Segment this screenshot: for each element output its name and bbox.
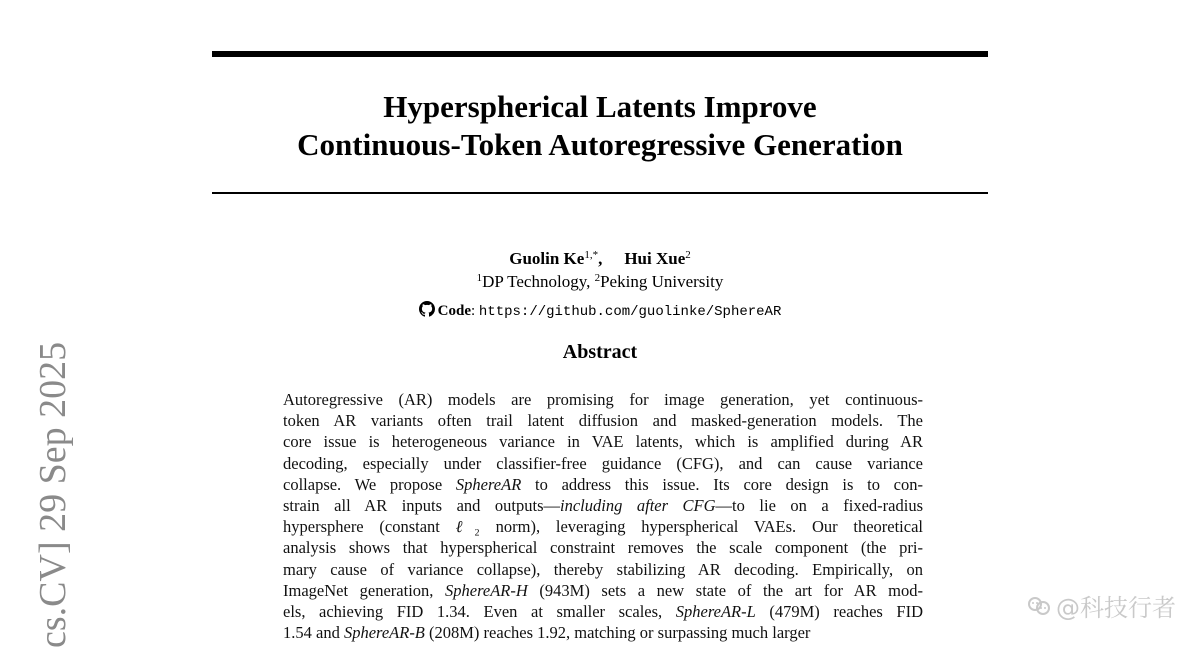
code-colon: : [470,303,476,319]
abstract-line: token AR variants often trail latent diffusion and masked-generation models. The [283,411,923,431]
abstract-heading: Abstract [562,341,638,363]
affiliations [212,271,988,293]
author-name: Guolin Ke [509,249,585,268]
abstract-line: ImageNet generation, SphereAR-H (943M) sets a new state of the art for AR mod- [283,580,924,600]
abstract-emphasis: including after CFG [560,496,716,516]
watermark [1026,588,1176,623]
title-bottom-rule [212,192,988,194]
abstract-body [283,389,923,643]
abstract-line: analysis shows that hyperspherical constraint removes the scale component (the pri- [283,538,923,558]
affiliation-mark: 1 [476,272,483,284]
author-list [212,248,988,270]
abstract-line: collapse. We propose SphereAR to address this issue. Its core design is to con- [283,474,923,494]
abstract-line: els, achieving FID 1.34. Even at smaller scales, SphereAR-L (479M) reaches FID [283,602,924,622]
watermark-text: @科技行者 [1056,594,1176,622]
abstract-line: core issue is heterogeneous variance in VAE latents, which is amplified during AR [283,432,923,452]
paper-title-line-1: Hyperspherical Latents Improve [383,89,817,124]
author-affiliation-mark: 2 [685,249,691,261]
arxiv-side-stamp: cs.CV] 29 Sep 2025 [32,341,74,648]
abstract-line: decoding, especially under classifier-free guidance (CFG), and can cause variance [283,453,923,473]
code-url-link[interactable]: https://github.com/guolinke/SphereAR [478,304,782,320]
platform-logo-icon [1026,593,1052,619]
abstract-emphasis: SphereAR-B [343,623,425,643]
author-separator: , [598,249,603,268]
affiliation-name: Peking University [600,272,724,291]
paper-title-line-2: Continuous-Token Autoregressive Generation [297,127,903,162]
abstract-line: 1.54 and SphereAR-B (208M) reaches 1.92, matching or surpassing much larger [283,623,811,643]
github-icon [419,301,435,317]
abstract-emphasis: ℓ [455,517,475,537]
abstract-emphasis: SphereAR [455,474,522,494]
abstract-emphasis: SphereAR-L [675,602,756,622]
abstract-line: mary cause of variance collapse), thereby stabilizing AR decoding. Empirically, on [283,559,923,579]
title-top-rule [212,51,988,57]
abstract-emphasis: SphereAR-H [445,580,528,600]
abstract-line: strain all AR inputs and outputs—including after CFG—to lie on a fixed-radius [283,496,923,516]
abstract-line: Autoregressive (AR) models are promising for image generation, yet continuous- [283,390,923,409]
affiliation-name: DP Technology, [482,272,595,291]
author-name: Hui Xue [624,249,686,268]
paper-title [212,88,988,164]
author-affiliation-mark: 1,* [584,249,599,261]
affiliation-mark: 2 [594,272,601,284]
abstract-line: hypersphere (constant ℓ₂ norm), leveraging hyperspherical VAEs. Our theoretical [283,517,923,537]
code-label: Code [437,303,471,319]
code-link-line [212,301,988,322]
